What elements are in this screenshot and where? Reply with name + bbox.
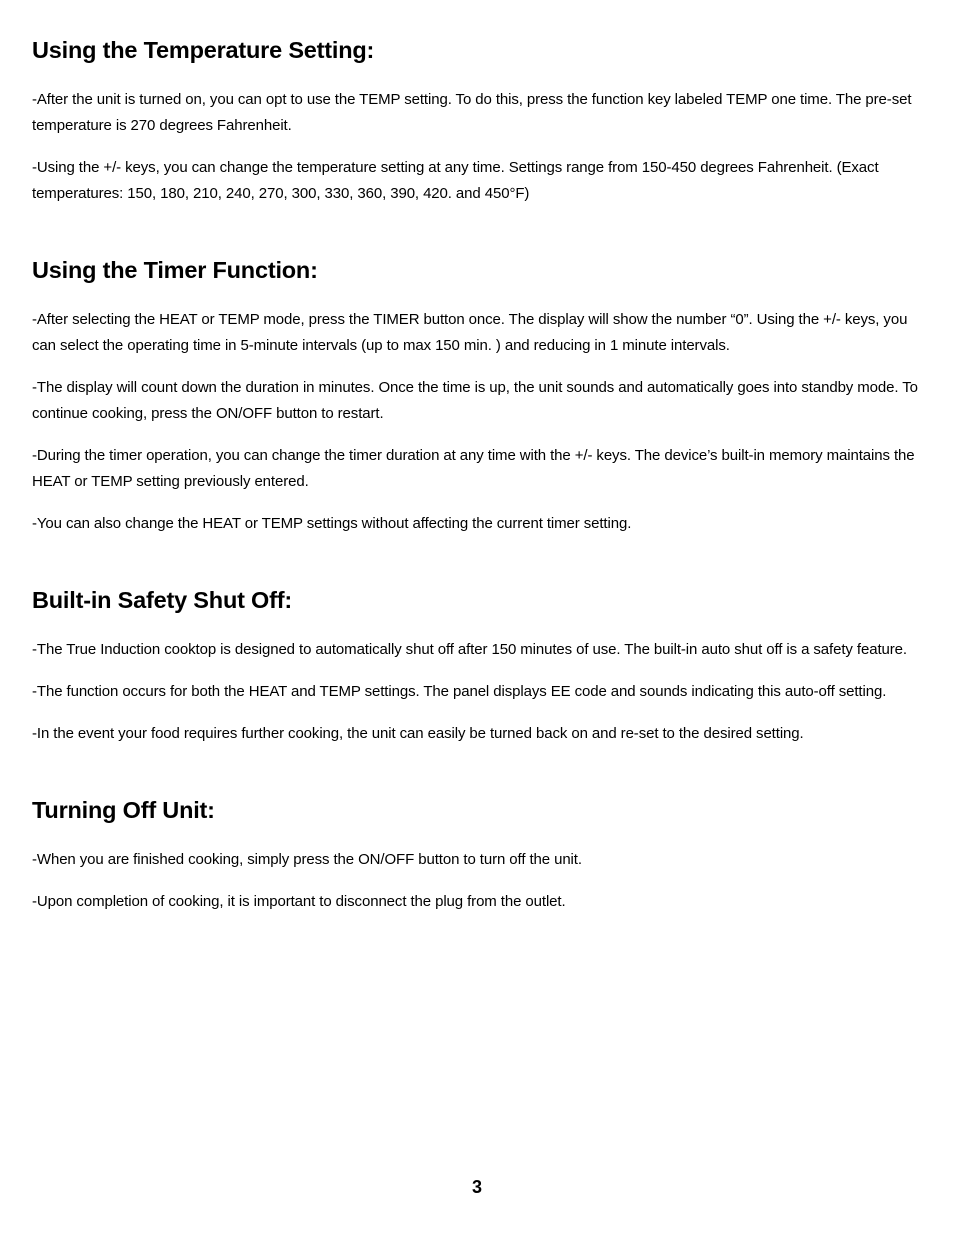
paragraph: -The display will count down the duration in minutes. Once the time is up, the unit sounds and automatically goes into standby mode. To continue cooking, press the ON/OFF button to restart. xyxy=(32,379,918,422)
paragraph: -Using the +/- keys, you can change the temperature setting at any time. Settings range from 150-450 degrees Fahrenheit. (Exact temperatures: 150, 180, 210, 240, 270, 300, 330, 360, 390, 420. and 450°F) xyxy=(32,159,879,202)
paragraph: -The True Induction cooktop is designed to automatically shut off after 150 minutes of use. The built-in auto shut off is a safety feature. xyxy=(32,641,907,658)
section-heading: Built-in Safety Shut Off: xyxy=(32,587,293,613)
paragraph: -Upon completion of cooking, it is important to disconnect the plug from the outlet. xyxy=(32,893,566,910)
paragraph: -After selecting the HEAT or TEMP mode, press the TIMER button once. The display will show the number “0”. Using the +/- keys, you can select the operating time in 5-minute intervals (up to max 150 min. ) and reducing in 1 minute intervals. xyxy=(32,311,908,354)
section-timer-function xyxy=(32,250,924,537)
section-heading: Using the Temperature Setting: xyxy=(32,37,375,63)
paragraph: -After the unit is turned on, you can opt to use the TEMP setting. To do this, press the function key labeled TEMP one time. The pre-set temperature is 270 degrees Fahrenheit. xyxy=(32,91,912,134)
section-heading: Using the Timer Function: xyxy=(32,257,318,283)
document-page xyxy=(32,30,924,958)
paragraph: -During the timer operation, you can change the timer duration at any time with the +/- keys. The device’s built-in memory maintains the HEAT or TEMP setting previously entered. xyxy=(32,447,915,490)
section-safety-shut-off xyxy=(32,580,924,747)
paragraph: -The function occurs for both the HEAT and TEMP settings. The panel displays EE code and sounds indicating this auto-off setting. xyxy=(32,683,887,700)
page-number: 3 xyxy=(471,1177,482,1197)
section-turning-off-unit xyxy=(32,790,924,915)
paragraph: -When you are finished cooking, simply press the ON/OFF button to turn off the unit. xyxy=(32,851,582,868)
paragraph: -In the event your food requires further cooking, the unit can easily be turned back on and re-set to the desired setting. xyxy=(32,725,804,742)
section-heading: Turning Off Unit: xyxy=(32,797,215,823)
section-temperature-setting xyxy=(32,30,924,207)
paragraph: -You can also change the HEAT or TEMP settings without affecting the current timer setting. xyxy=(32,515,632,532)
